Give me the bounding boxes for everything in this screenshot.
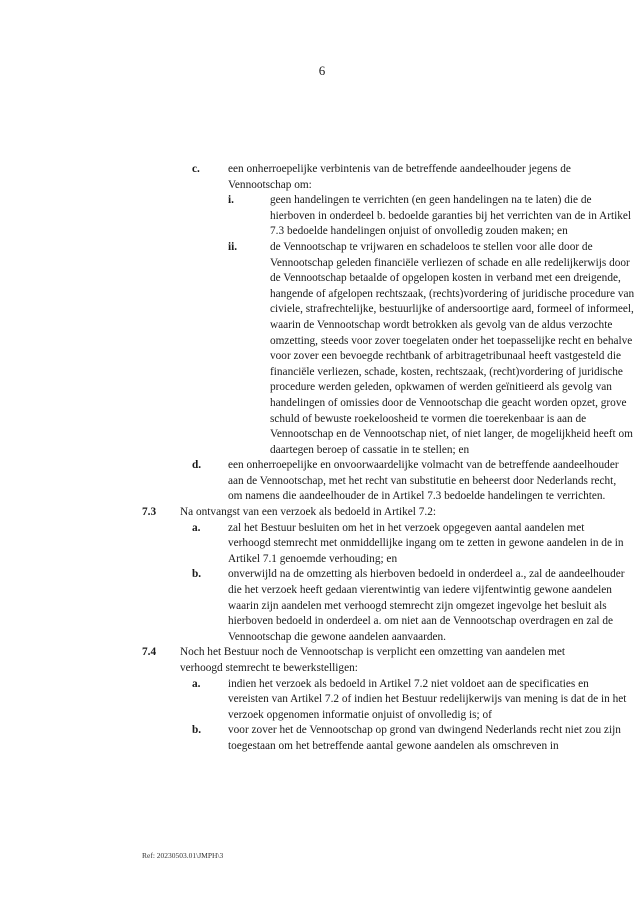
- clause-item: [0, 505, 644, 521]
- clause-label: d.: [192, 459, 202, 472]
- clause-label: b.: [192, 568, 202, 581]
- clause-text: de Vennootschap te vrijwaren en schadeloos te stellen voor alle door de Vennootschap geleden financiële verliezen of schade en alle redelijkerwijs door de Vennootschap betaalde of opgelopen kosten in verband met een dreigende, hangende of afgelopen rechtszaak, (rechts)vordering of juridische procedure van civiele, strafrechtelijke, bestuurlijke of andersoortige aard, formeel of informeel, waarin de Vennootschap wordt betrokken als gevolg van de aldus verzochte omzetting, steeds voor zover toegelaten onder het toepasselijke recht en behalve voor zover een bevoegde rechtbank of arbitragetribunaal heeft vastgesteld die financiële verliezen, schade, kosten, rechtszaak, (recht)vordering of juridische procedure werden geleden, opkwamen of werden geïnitieerd als gevolg van handelingen of omissies door de Vennootschap die geacht worden opzet, grove schuld of bewuste roekeloosheid te vormen die toerekenbaar is aan de Vennootschap en de Vennootschap niet, of niet langer, de mogelijkheid heeft om daartegen beroep of cassatie in te stellen; en: [270, 240, 635, 456]
- clause-label: a.: [192, 521, 201, 534]
- clause-label: c.: [192, 163, 200, 175]
- footer-reference: Ref: 20230503.01\JMPH\3: [142, 851, 224, 860]
- clause-item: [0, 723, 644, 754]
- page-number: 6: [318, 63, 326, 78]
- clause-item: [0, 240, 644, 458]
- clause-item: [0, 567, 644, 645]
- clause-item: [0, 645, 644, 676]
- clause-item: [0, 521, 644, 568]
- clause-label: 7.4: [142, 646, 157, 659]
- clause-label: b.: [192, 724, 202, 737]
- clause-label: ii.: [228, 240, 238, 253]
- clause-text: voor zover het de Vennootschap op grond van dwingend Nederlands recht niet zou zijn toegestaan om het betreffende aantal gewone aandelen als omschreven in: [228, 724, 621, 752]
- clause-text: een onherroepelijke verbintenis van de betreffende aandeelhouder jegens de Vennootschap om:: [228, 163, 571, 191]
- clause-text: zal het Bestuur besluiten om het in het verzoek opgegeven aantal aandelen met verhoogd stemrecht met onmiddellijke ingang om te zetten in gewone aandelen in de in Artikel 7.1 genoemde verhouding; en: [228, 521, 624, 565]
- clause-label: i.: [228, 194, 234, 207]
- clause-text: geen handelingen te verrichten (en geen handelingen na te laten) die de hierboven in onderdeel b. bedoelde garanties bij het verrichten van de in Artikel 7.3 bedoelde handelingen onjuist of onvolledig zouden maken; en: [270, 194, 632, 238]
- clause-text: Noch het Bestuur noch de Vennootschap is verplicht een omzetting van aandelen met verhoogd stemrecht te bewerkstelligen:: [180, 646, 566, 674]
- clause-item: [0, 458, 644, 505]
- clause-label: a.: [192, 677, 201, 690]
- clause-text: onverwijld na de omzetting als hierboven bedoeld in onderdeel a., zal de aandeelhouder die het verzoek heeft gedaan vierentwintig van iedere vijfentwintig gewone aandelen waarin zijn aandelen met verhoogd stemrecht zijn omgezet ingevolge het besluit als hierboven bedoeld in onderdeel a. om niet aan de Vennootschap overdragen en zal de Vennootschap die gewone aandelen aanvaarden.: [228, 568, 625, 643]
- document-body: [0, 162, 644, 755]
- clause-label: 7.3: [142, 506, 157, 519]
- clause-item: [0, 193, 644, 240]
- clause-item: [0, 677, 644, 724]
- clause-text: Na ontvangst van een verzoek als bedoeld in Artikel 7.2:: [180, 506, 436, 519]
- clause-text: indien het verzoek als bedoeld in Artikel 7.2 niet voldoet aan de specificaties en vereisten van Artikel 7.2 of indien het Bestuur redelijkerwijs van mening is dat de in het verzoek opgenomen informatie onjuist of onvolledig is; of: [228, 677, 627, 721]
- clause-item: [0, 162, 644, 193]
- clause-text: een onherroepelijke en onvoorwaardelijke volmacht van de betreffende aandeelhouder aan de Vennootschap, met het recht van substitutie en beheerst door Nederlands recht, om namens die aandeelhouder de in Artikel 7.3 bedoelde handelingen te verrichten.: [228, 459, 619, 503]
